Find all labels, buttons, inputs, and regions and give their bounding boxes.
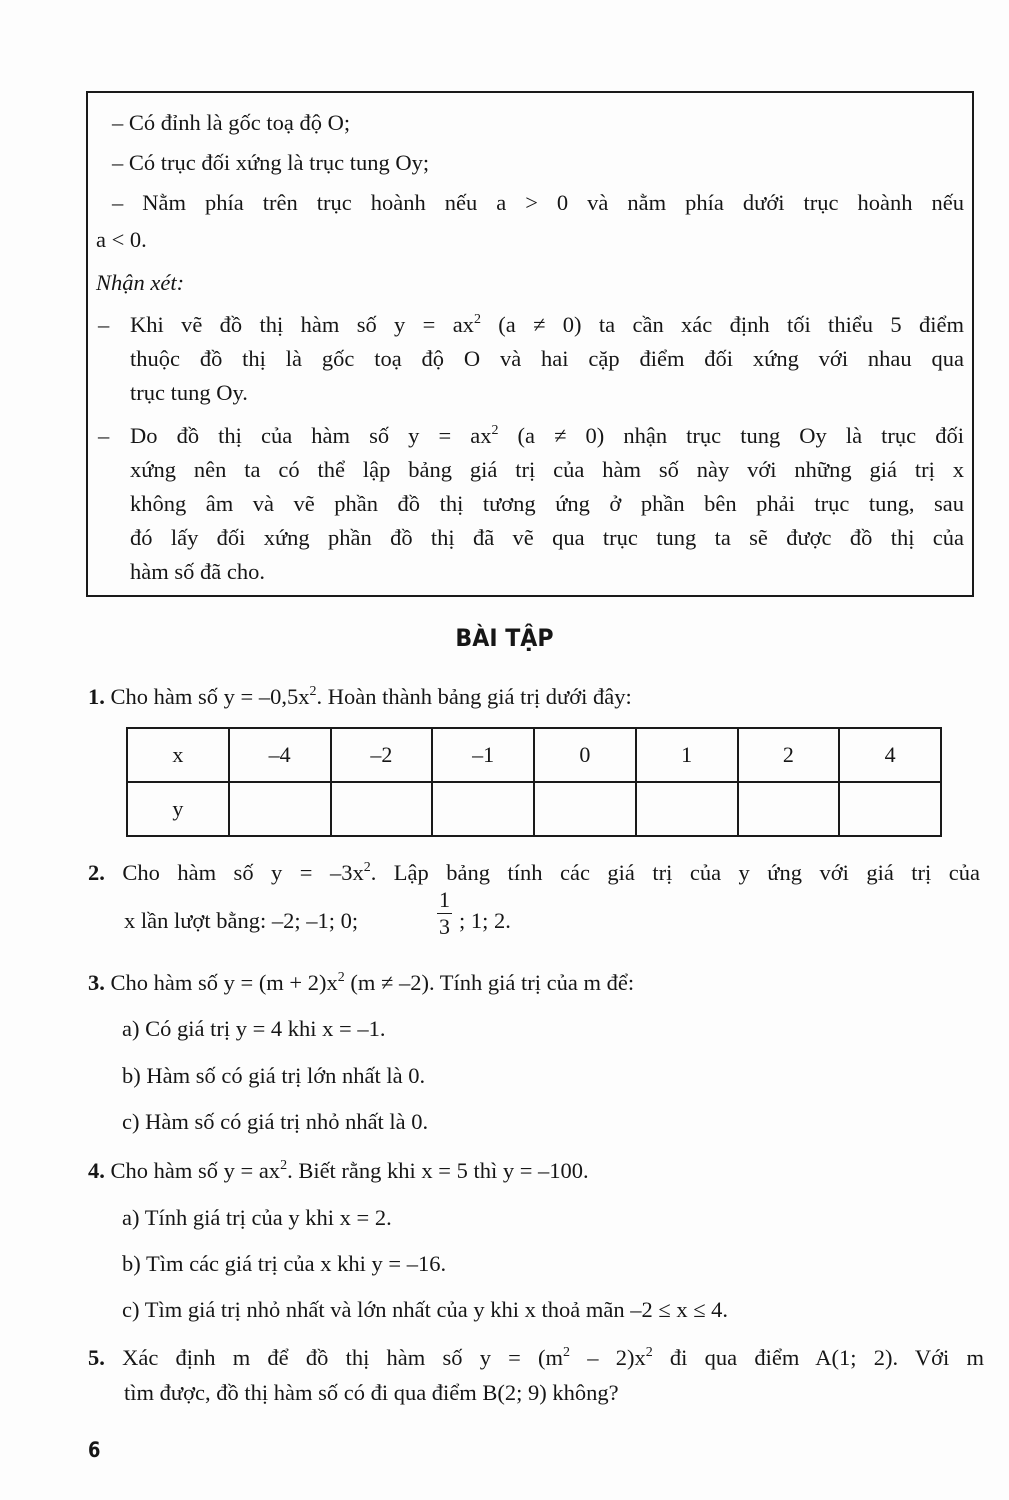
table-cell: y — [127, 782, 229, 836]
remark2-line3-text: không âm và vẽ phần đồ thị tương ứng ở phần bên phải trục tung, sau — [130, 491, 964, 516]
exercise-4 — [88, 1160, 589, 1183]
exercise-4-exponent: 2 — [280, 1158, 288, 1173]
remark2-line4-text: đó lấy đối xứng phần đồ thị đã vẽ qua trục tung ta sẽ được đồ thị của — [130, 525, 964, 550]
remark1-line1 — [130, 314, 964, 337]
table-cell: –1 — [432, 728, 534, 782]
remark2-line1-pre: Do đồ thị của hàm số y = ax — [130, 423, 492, 448]
exercise-2-line2-post: ; 1; 2. — [459, 908, 511, 933]
remark2-line2 — [130, 459, 964, 482]
table-row-y — [127, 782, 941, 836]
remark1-line2-text: thuộc đồ thị là gốc toạ độ O và hai cặp điểm đối xứng với nhau qua — [130, 346, 964, 371]
exercise-5-exponent-x: 2 — [645, 1345, 653, 1360]
exercise-3c: c) Hàm số có giá trị nhỏ nhất là 0. — [122, 1109, 429, 1134]
exercise-5-text-a: Xác định m để đồ thị hàm số y = (m — [104, 1345, 564, 1370]
table-cell-empty — [331, 782, 433, 836]
exercise-3-number: 3. — [88, 970, 105, 995]
remark2-line4 — [130, 527, 964, 550]
remark-heading: Nhận xét: — [96, 270, 185, 295]
table-cell: x — [127, 728, 229, 782]
exercise-4c: c) Tìm giá trị nhỏ nhất và lớn nhất của y khi x thoả mãn –2 ≤ x ≤ 4. — [122, 1297, 729, 1322]
table-cell-empty — [432, 782, 534, 836]
table-cell: –2 — [331, 728, 433, 782]
remark2-line3 — [130, 493, 964, 516]
remark1-line1-post: (a ≠ 0) ta cần xác định tối thiểu 5 điểm — [480, 312, 964, 337]
remark1-line2 — [130, 348, 964, 371]
exercise-2 — [88, 862, 980, 885]
exercise-3a: a) Có giá trị y = 4 khi x = –1. — [122, 1016, 386, 1041]
remark2-bullet: – — [98, 423, 110, 448]
exercise-3-text-pre: Cho hàm số y = (m + 2)x — [104, 970, 338, 995]
remark1-line3: trục tung Oy. — [130, 380, 248, 405]
exercise-4b: b) Tìm các giá trị của x khi y = –16. — [122, 1251, 447, 1276]
exercise-3-text-post: (m ≠ –2). Tính giá trị của m để: — [344, 970, 635, 995]
exercise-3 — [88, 972, 634, 995]
exercise-1-text-pre: Cho hàm số y = –0,5x — [104, 684, 310, 709]
section-title: BÀI TẬP — [455, 624, 554, 652]
table-cell-empty — [839, 782, 941, 836]
value-table — [126, 727, 942, 837]
table-cell: 4 — [839, 728, 941, 782]
remark2-line1 — [130, 425, 964, 448]
fraction-numerator: 1 — [439, 887, 450, 912]
remark2-line2-text: xứng nên ta có thể lập bảng giá trị của hàm số này với những giá trị x — [130, 457, 964, 482]
table-cell-empty — [534, 782, 636, 836]
page-number: 6 — [88, 1438, 101, 1462]
exercise-1-exponent: 2 — [309, 684, 317, 699]
remark2-exponent: 2 — [491, 423, 499, 438]
property-vertex: – Có đỉnh là gốc toạ độ O; — [112, 110, 351, 135]
exercise-1-text-post: . Hoàn thành bảng giá trị dưới đây: — [316, 684, 632, 709]
exercise-2-line2-pre: x lần lượt bằng: –2; –1; 0; — [124, 908, 359, 933]
fraction-denominator: 3 — [439, 914, 450, 939]
exercise-4-number: 4. — [88, 1158, 105, 1183]
table-cell: –4 — [229, 728, 331, 782]
exercise-5-text-b: – 2)x — [570, 1345, 646, 1370]
table-cell-empty — [229, 782, 331, 836]
exercise-2-number: 2. — [88, 860, 105, 885]
exercise-2-text-post: . Lập bảng tính các giá trị của y ứng với giá trị của — [370, 860, 980, 885]
table-cell: 0 — [534, 728, 636, 782]
table-cell-empty — [738, 782, 840, 836]
exercise-3b: b) Hàm số có giá trị lớn nhất là 0. — [122, 1063, 426, 1088]
table-cell-empty — [636, 782, 738, 836]
exercise-5-exponent-m: 2 — [563, 1345, 571, 1360]
remark1-exponent: 2 — [473, 312, 481, 327]
exercise-1 — [88, 686, 632, 709]
remark2-line5: hàm số đã cho. — [130, 559, 265, 584]
exercise-5-line2: tìm được, đồ thị hàm số có đi qua điểm B(2; 9) không? — [124, 1380, 619, 1405]
exercise-4-text-pre: Cho hàm số y = ax — [104, 1158, 281, 1183]
property-position-text: – Nằm phía trên trục hoành nếu a > 0 và nằm phía dưới trục hoành nếu — [112, 190, 964, 215]
exercise-2-text-pre: Cho hàm số y = –3x — [104, 860, 364, 885]
remark2-line1-post: (a ≠ 0) nhận trục tung Oy là trục đối — [498, 423, 964, 448]
exercise-5 — [88, 1347, 984, 1370]
property-position-line1 — [112, 192, 964, 215]
fraction-one-third — [437, 889, 452, 938]
exercise-2-exponent: 2 — [363, 860, 371, 875]
property-position-line2: a < 0. — [96, 227, 147, 252]
exercise-4a: a) Tính giá trị của y khi x = 2. — [122, 1205, 392, 1230]
table-row-x — [127, 728, 941, 782]
exercise-3-exponent: 2 — [337, 970, 345, 985]
exercise-5-text-c: đi qua điểm A(1; 2). Với m — [652, 1345, 985, 1370]
table-cell: 1 — [636, 728, 738, 782]
exercise-4-text-post: . Biết rằng khi x = 5 thì y = –100. — [287, 1158, 589, 1183]
property-axis: – Có trục đối xứng là trục tung Oy; — [112, 150, 430, 175]
remark1-line1-pre: Khi vẽ đồ thị hàm số y = ax — [130, 312, 474, 337]
exercise-1-number: 1. — [88, 684, 105, 709]
table-cell: 2 — [738, 728, 840, 782]
exercise-5-number: 5. — [88, 1345, 105, 1370]
remark1-bullet: – — [98, 312, 110, 337]
